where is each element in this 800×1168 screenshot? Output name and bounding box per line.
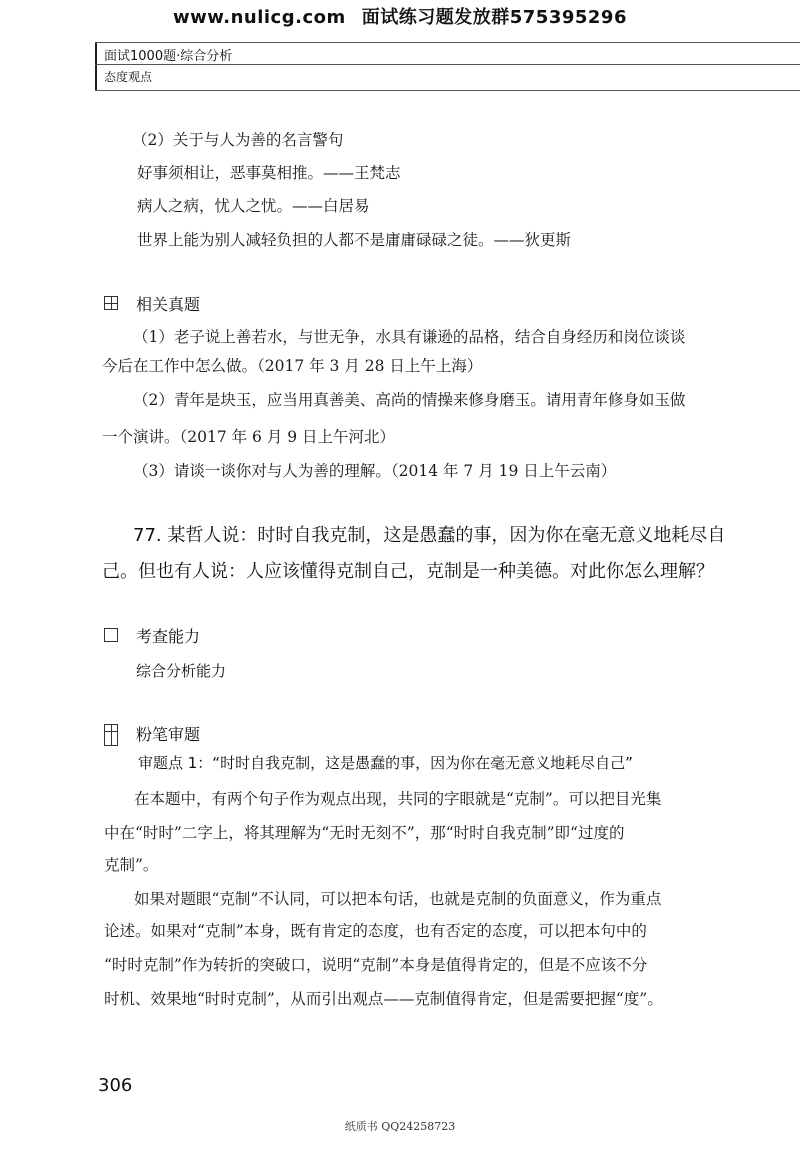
chapter-section: 态度观点: [104, 70, 153, 84]
paragraph-line: 论述。如果对“克制”本身，既有肯定的态度，也有否定的态度，可以把本句中的: [104, 922, 647, 940]
related-section-title: 相关真题: [136, 295, 201, 314]
related-item-line: （2）青年是块玉，应当用真善美、高尚的情操来修身磨玉。请用青年修身如玉做: [133, 391, 686, 409]
paragraph-line: 克制”。: [104, 856, 159, 874]
ability-section-icon: [104, 628, 118, 642]
book-title: 面试1000题·综合分析: [104, 49, 233, 64]
paragraph-line: “时时克制”作为转折的突破口，说明“克制”本身是值得肯定的，但是不应该不分: [104, 956, 648, 974]
watermark-site[interactable]: www.nulicg.com: [173, 7, 346, 28]
paragraph-line: 在本题中，有两个句子作为观点出现，共同的字眼就是“克制”。可以把目光集: [134, 790, 662, 808]
quote-line: 世界上能为别人减轻负担的人都不是庸庸碌碌之徒。——狄更斯: [137, 231, 572, 249]
analysis-section-title: 粉笔审题: [136, 725, 201, 744]
question-line: 己。但也有人说：人应该懂得克制自己，克制是一种美德。对此你怎么理解？: [102, 561, 714, 582]
watermark: [0, 3, 800, 29]
header-rule-middle: [95, 64, 800, 65]
related-item-line: 今后在工作中怎么做。（2017 年 3 月 28 日上午上海）: [102, 357, 483, 375]
header-rule-bottom: [95, 90, 800, 91]
related-item-line: （3）请谈一谈你对与人为善的理解。（2014 年 7 月 19 日上午云南）: [133, 462, 617, 480]
header-rule-vertical: [95, 42, 97, 90]
quote-line: 病人之病，忧人之忧。——白居易: [137, 197, 370, 215]
paragraph-line: 时机、效果地“时时克制”，从而引出观点——克制值得肯定，但是需要把握“度”。: [104, 990, 663, 1008]
quote-line: 好事须相让，恶事莫相推。——王梵志: [137, 164, 401, 182]
page-number: 306: [98, 1075, 133, 1096]
header-rule-top: [95, 42, 800, 43]
related-item-line: （1）老子说上善若水，与世无争，水具有谦逊的品格，结合自身经历和岗位谈谈: [133, 328, 686, 346]
analysis-section-icon: [104, 724, 118, 746]
ability-text: 综合分析能力: [136, 662, 227, 680]
ability-section-title: 考查能力: [136, 627, 201, 646]
related-section-icon: [104, 296, 118, 310]
analysis-point-1: 审题点 1：“时时自我克制，这是愚蠢的事，因为你在毫无意义地耗尽自己”: [138, 754, 633, 772]
footer-note: 纸质书 QQ24258723: [344, 1120, 456, 1133]
paragraph-line: 中在“时时”二字上，将其理解为“无时无刻不”，那“时时自我克制”即“过度的: [104, 824, 625, 842]
related-item-line: 一个演讲。（2017 年 6 月 9 日上午河北）: [102, 428, 396, 446]
watermark-group: 面试练习题发放群575395296: [361, 7, 627, 28]
paragraph-line: 如果对题眼“克制”不认同，可以把本句话，也就是克制的负面意义，作为重点: [134, 890, 662, 908]
question-line: 77. 某哲人说：时时自我克制，这是愚蠢的事，因为你在毫无意义地耗尽自: [133, 525, 726, 546]
quotes-heading: （2）关于与人为善的名言警句: [132, 131, 344, 149]
